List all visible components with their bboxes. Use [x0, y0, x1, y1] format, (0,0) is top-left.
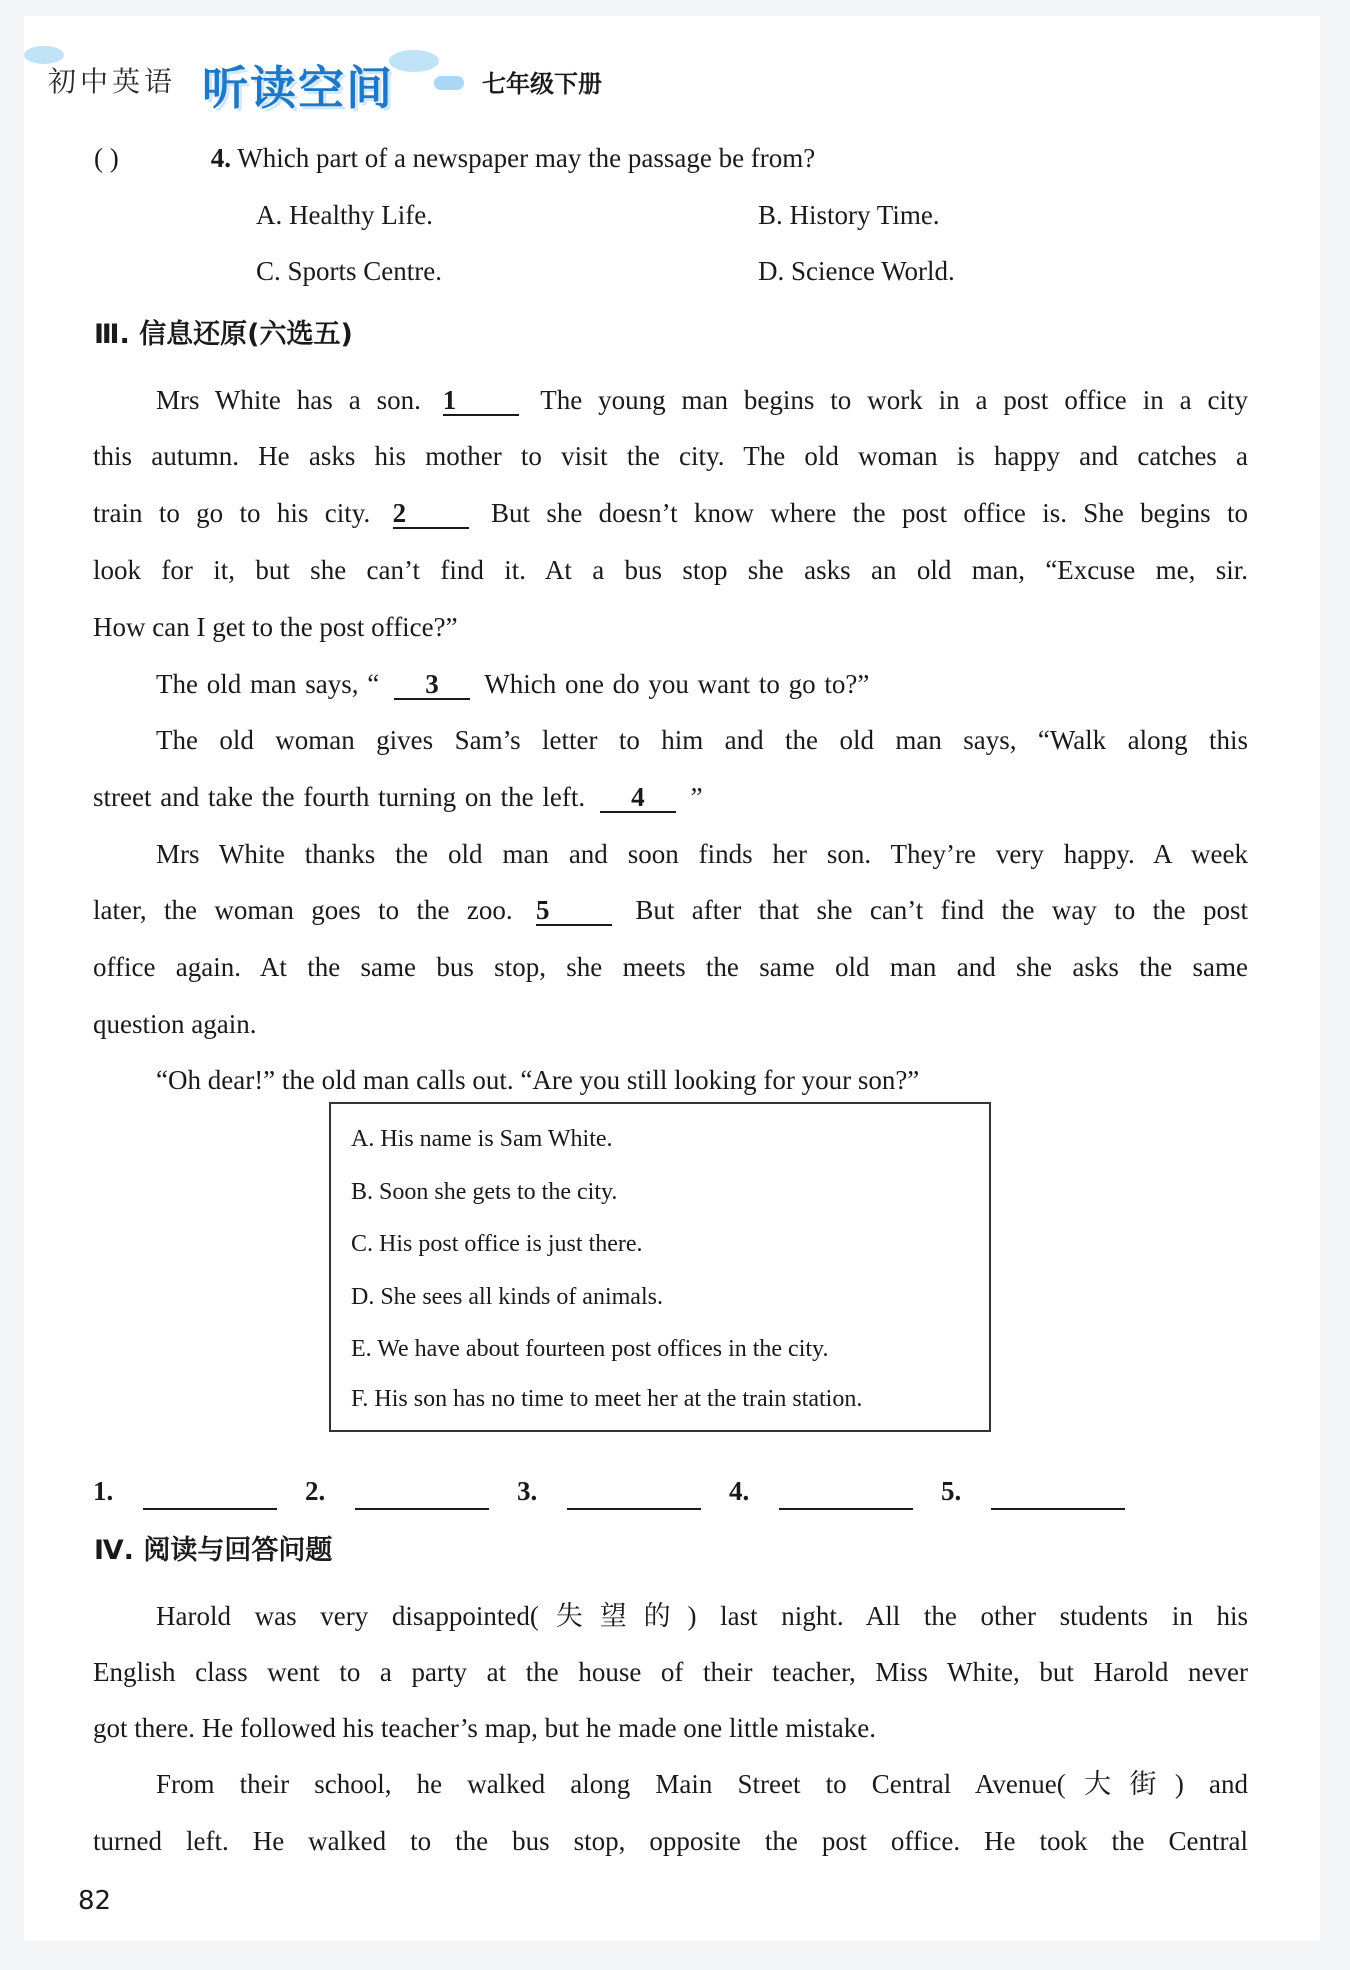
- passage-text: “Oh dear!” the old man calls out. “Are you still looking for your son?”: [156, 1065, 920, 1095]
- fill-in-blank[interactable]: 5: [536, 896, 612, 926]
- answer-label-3: 3.: [517, 1476, 538, 1506]
- answer-label-1: 1.: [93, 1476, 114, 1506]
- box-option-e: E. We have about fourteen post offices in the city.: [351, 1336, 829, 1362]
- option-c: C. Sports Centre.: [256, 256, 442, 286]
- book-name: 初中英语: [48, 65, 177, 98]
- answer-label-4: 4.: [729, 1476, 750, 1506]
- question-number: 4.: [210, 143, 231, 173]
- cloud-decoration: [389, 50, 439, 72]
- passage-text: How can I get to the post office?”: [93, 612, 458, 642]
- answer-blank-3[interactable]: [567, 1508, 701, 1510]
- cloud-bullet-icon: [434, 76, 464, 90]
- option-a: A. Healthy Life.: [256, 200, 433, 230]
- passage-text: But after that she can’t find the way to the post: [635, 895, 1249, 925]
- passage-line: [93, 485, 1248, 542]
- answer-blank-4[interactable]: [779, 1508, 913, 1510]
- fill-in-blank[interactable]: 4: [600, 783, 676, 813]
- passage-text: Which one do you want to go to?”: [484, 669, 870, 699]
- passage-text: The old man says, “: [156, 669, 380, 699]
- passage-text: office again. At the same bus stop, she meets the same old man and she asks the same: [93, 952, 1248, 982]
- passage-line: [93, 599, 1248, 656]
- page-header: [24, 16, 1320, 116]
- answer-blank-5[interactable]: [991, 1508, 1125, 1510]
- option-b: B. History Time.: [758, 200, 940, 230]
- passage-text: ”: [690, 782, 703, 812]
- passage-text: But she doesn’t know where the post office is. She begins to: [490, 498, 1249, 528]
- answer-label-2: 2.: [305, 1476, 326, 1506]
- passage-text: Mrs White thanks the old man and soon finds her son. They’re very happy. A week: [156, 839, 1248, 869]
- passage-line: [156, 372, 1248, 429]
- section-3-title: Ⅲ. 信息还原(六选五): [94, 319, 353, 350]
- box-option-a: A. His name is Sam White.: [351, 1126, 613, 1152]
- passage-line: Harold was very disappointed(失望的) last night. All the other students in his: [156, 1601, 1248, 1631]
- box-option-d: D. She sees all kinds of animals.: [351, 1284, 663, 1310]
- passage-line: [156, 1052, 1248, 1109]
- passage-line: [156, 712, 1248, 769]
- passage-line: [156, 656, 1248, 713]
- passage-line: got there. He followed his teacher’s map, but he made one little mistake.: [93, 1713, 877, 1743]
- passage-line: [156, 826, 1248, 883]
- answer-row: [93, 1476, 1163, 1516]
- passage-line: From their school, he walked along Main Street to Central Avenue(大街) and: [156, 1769, 1248, 1799]
- answer-blank-1[interactable]: [143, 1508, 277, 1510]
- fill-in-blank[interactable]: 3: [394, 670, 470, 700]
- answer-blank-2[interactable]: [355, 1508, 489, 1510]
- passage-text: street and take the fourth turning on the left.: [93, 782, 586, 812]
- passage-line: [93, 542, 1248, 599]
- series-logo: 听读空间: [202, 61, 394, 115]
- passage-line: [93, 939, 1248, 996]
- box-option-f: F. His son has no time to meet her at the train station.: [351, 1386, 863, 1412]
- page-number: 82: [78, 1886, 112, 1916]
- passage-line: [93, 996, 1248, 1053]
- passage-text: question again.: [93, 1009, 257, 1039]
- answer-parentheses: ( ): [94, 143, 119, 173]
- fill-in-blank[interactable]: 2: [393, 499, 469, 529]
- box-option-c: C. His post office is just there.: [351, 1231, 643, 1257]
- passage-text: later, the woman goes to the zoo.: [93, 895, 513, 925]
- question-4: [94, 130, 815, 187]
- passage-text: look for it, but she can’t find it. At a bus stop she asks an old man, “Excuse me, sir.: [93, 555, 1248, 585]
- passage-line: [93, 769, 1248, 826]
- answer-label-5: 5.: [941, 1476, 962, 1506]
- passage-line: [93, 882, 1248, 939]
- section-4-title: Ⅳ. 阅读与回答问题: [94, 1535, 333, 1566]
- box-option-b: B. Soon she gets to the city.: [351, 1179, 618, 1205]
- options-box: [329, 1102, 991, 1432]
- page: [24, 16, 1320, 1941]
- passage-line: English class went to a party at the house of their teacher, Miss White, but Harold never: [93, 1657, 1248, 1687]
- passage-text: this autumn. He asks his mother to visit the city. The old woman is happy and catches a: [93, 441, 1248, 471]
- passage-text: Mrs White has a son.: [156, 385, 421, 415]
- passage-text: train to go to his city.: [93, 498, 371, 528]
- question-text: Which part of a newspaper may the passage be from?: [237, 143, 816, 173]
- passage-text: The young man begins to work in a post office in a city: [540, 385, 1248, 415]
- passage-line: [93, 428, 1248, 485]
- passage-text: The old woman gives Sam’s letter to him and the old man says, “Walk along this: [156, 725, 1248, 755]
- passage-line: turned left. He walked to the bus stop, opposite the post office. He took the Central: [93, 1826, 1248, 1856]
- fill-in-blank[interactable]: 1: [443, 386, 519, 416]
- grade-label: 七年级下册: [482, 70, 602, 98]
- option-d: D. Science World.: [758, 256, 955, 286]
